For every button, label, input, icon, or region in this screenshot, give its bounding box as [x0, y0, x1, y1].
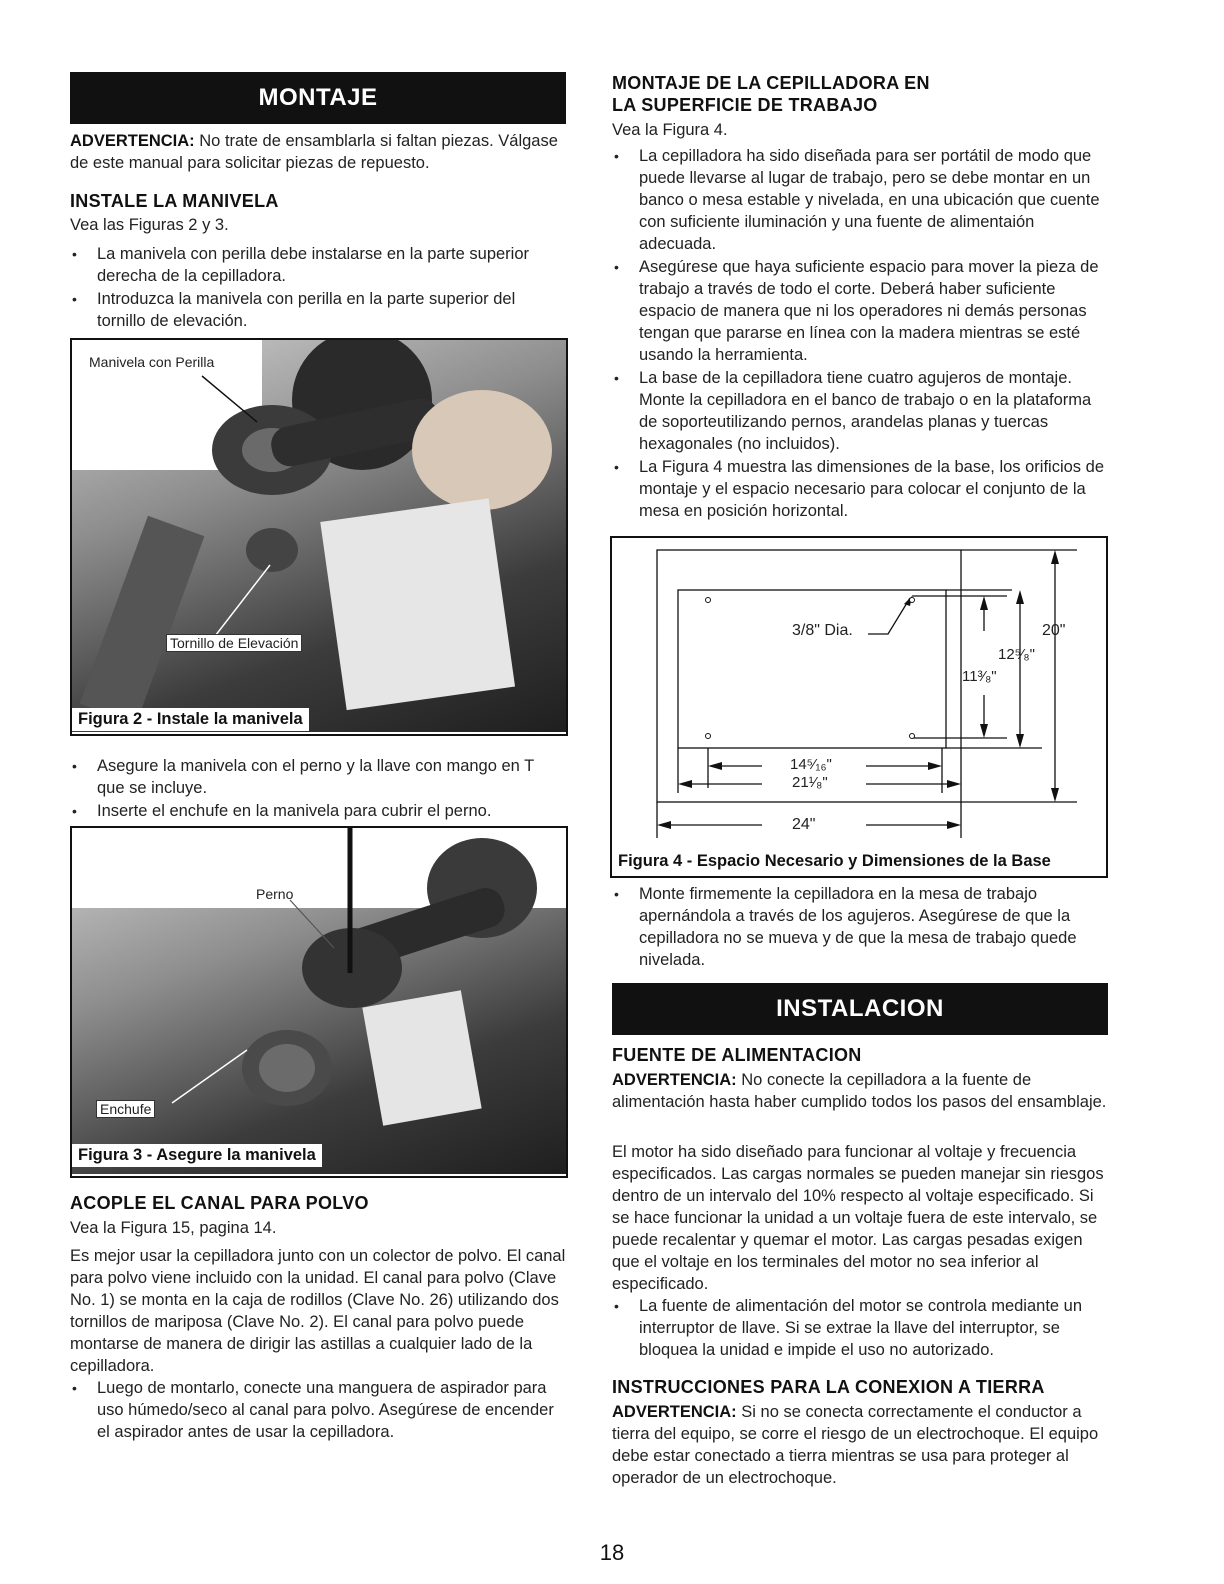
figure-3-label-plug: Enchufe	[96, 1100, 155, 1118]
list-item: • Introduzca la manivela con perilla en la parte superior del tornillo de elevación.	[70, 288, 566, 332]
after-fig4-bullets	[612, 883, 1108, 972]
list-item: • La base de la cepilladora tiene cuatro agujeros de montaje. Monte la cepilladora en el banco de trabajo o en la plataforma de soporteutilizando pernos, arandelas planas y tuercas hexagonales (no incluidos).	[612, 367, 1108, 455]
list-item: • La Figura 4 muestra las dimensiones de la base, los orificios de montaje y el espacio necesario para colocar el conjunto de la mesa en posición horizontal.	[612, 456, 1108, 522]
mounting-heading-line1: MONTAJE DE LA CEPILLADORA EN	[612, 73, 930, 93]
figure-4-dim-20: 20"	[1042, 622, 1066, 639]
dust-chute-see: Vea la Figura 15, pagina 14.	[70, 1219, 277, 1237]
list-item: • Luego de montarlo, conecte una manguera de aspirador para uso húmedo/seco al canal para polvo. Asegúrese de encender el aspirador antes de usar la cepilladora.	[70, 1377, 566, 1443]
figure-3-illustration	[72, 828, 566, 1174]
dust-chute-paragraph: Es mejor usar la cepilladora junto con un colector de polvo. El canal para polvo viene incluido con la unidad. El canal para polvo (Clave No. 1) se monta en la caja de rodillos (Clave No. 26) utilizando dos tornillos de mariposa (Clave No. 2). El canal para polvo puede montarse de manera de dirigir las astillas a cualquier lado de la cepilladora.	[70, 1247, 566, 1375]
list-item: • La manivela con perilla debe instalarse en la parte superior derecha de la cepilladora.	[70, 243, 566, 287]
grounding-warning-label: ADVERTENCIA:	[612, 1403, 737, 1421]
after-fig2-bullets	[70, 755, 566, 823]
figure-4-dim-11-3-8: 11³⁄₈"	[962, 668, 997, 685]
power-bullets	[612, 1295, 1108, 1362]
mounting-see: Vea la Figura 4.	[612, 121, 728, 139]
figure-4-dim-21-1-8: 21¹⁄₈"	[792, 774, 828, 791]
figure-4-diagram	[612, 538, 1106, 876]
figure-4-dim-12-5-8: 12⁵⁄₈"	[998, 646, 1035, 663]
instalacion-banner: INSTALACION	[612, 983, 1108, 1035]
page-number: 18	[599, 1540, 625, 1565]
figure-2-label-screw: Tornillo de Elevación	[166, 634, 302, 652]
figure-3-photo	[72, 828, 566, 1174]
power-heading: FUENTE DE ALIMENTACION	[612, 1045, 862, 1065]
install-handle-see: Vea las Figuras 2 y 3.	[70, 216, 229, 234]
mounting-heading	[612, 72, 930, 116]
figure-4-caption: Figura 4 - Espacio Necesario y Dimensiones de la Base	[612, 850, 1057, 873]
figure-4-dim-14-5-16: 14⁵⁄₁₆"	[790, 756, 832, 773]
list-item: • La fuente de alimentación del motor se controla mediante un interruptor de llave. Si se extrae la llave del interruptor, se bloquea la unidad e impide el uso no autorizado.	[612, 1295, 1108, 1361]
montaje-banner: MONTAJE	[70, 72, 566, 124]
power-warning-label: ADVERTENCIA:	[612, 1071, 737, 1089]
dust-chute-heading: ACOPLE EL CANAL PARA POLVO	[70, 1193, 369, 1213]
list-item: • Asegúrese que haya suficiente espacio para mover la pieza de trabajo a través de todo el corte. Deberá haber suficiente espacio de manera que ni los operadores ni demás personas tengan que pararse en línea con la madera mientras se esté usando la herramienta.	[612, 256, 1108, 366]
warning-label: ADVERTENCIA:	[70, 132, 195, 150]
list-item: • Monte firmemente la cepilladora en la mesa de trabajo apernándola a través de los agujeros. Asegúrese de que la cepilladora no se mueva y de que la mesa de trabajo quede nivelada.	[612, 883, 1108, 971]
list-item: • Asegure la manivela con el perno y la llave con mango en T que se incluye.	[70, 755, 566, 799]
install-handle-heading: INSTALE LA MANIVELA	[70, 191, 279, 211]
list-item: • Inserte el enchufe en la manivela para cubrir el perno.	[70, 800, 566, 822]
mounting-heading-line2: LA SUPERFICIE DE TRABAJO	[612, 95, 878, 115]
figure-4	[610, 536, 1108, 878]
figure-2-caption: Figura 2 - Instale la manivela	[72, 708, 309, 731]
grounding-heading: INSTRUCCIONES PARA LA CONEXION A TIERRA	[612, 1377, 1045, 1397]
install-handle-bullets	[70, 243, 566, 333]
grounding-warning	[612, 1401, 1108, 1489]
montaje-warning	[70, 130, 566, 174]
figure-2-label-handle: Manivela con Perilla	[86, 354, 217, 370]
power-warning	[612, 1069, 1108, 1113]
mounting-bullets	[612, 145, 1108, 523]
figure-3	[70, 826, 568, 1178]
dust-chute-bullets	[70, 1377, 566, 1444]
list-item: • La cepilladora ha sido diseñada para ser portátil de modo que puede llevarse al lugar de trabajo, pero se debe montar en un banco o mesa estable y nivelada, en una ubicación que cuente con suficiente iluminación y una fuente de alimentaión adecuada.	[612, 145, 1108, 255]
figure-2-photo	[72, 340, 566, 732]
figure-2	[70, 338, 568, 736]
figure-2-illustration	[72, 340, 566, 732]
power-warning-text: No conecte la cepilladora a la fuente de alimentación hasta haber cumplido todos los pasos del ensamblaje.	[612, 1071, 1107, 1111]
power-paragraph: El motor ha sido diseñado para funcionar al voltaje y frecuencia especificados. Las cargas normales se pueden manejar sin riesgos dentro de un intervalo del 10% respecto al voltaje especificado. Si se hace funcionar la unidad a un voltaje fuera de este intervalo, se puede recalentar y quemar el motor. Las cargas pesadas exigen que el voltaje en los terminales del motor no sea inferior al especificado.	[612, 1143, 1104, 1293]
figure-4-hole-label: 3/8" Dia.	[792, 622, 853, 639]
figure-3-caption: Figura 3 - Asegure la manivela	[72, 1144, 322, 1167]
figure-3-label-bolt: Perno	[256, 886, 294, 902]
warning-text: No trate de ensamblarla si faltan piezas. Válgase de este manual para solicitar piezas de repuesto.	[70, 132, 558, 172]
figure-4-dim-24: 24"	[792, 816, 816, 833]
grounding-warning-text: Si no se conecta correctamente el conductor a tierra del equipo, se corre el riesgo de un electrochoque. El equipo debe estar conectado a tierra mientras se usa para proteger al operador de un electrochoque.	[612, 1403, 1099, 1487]
